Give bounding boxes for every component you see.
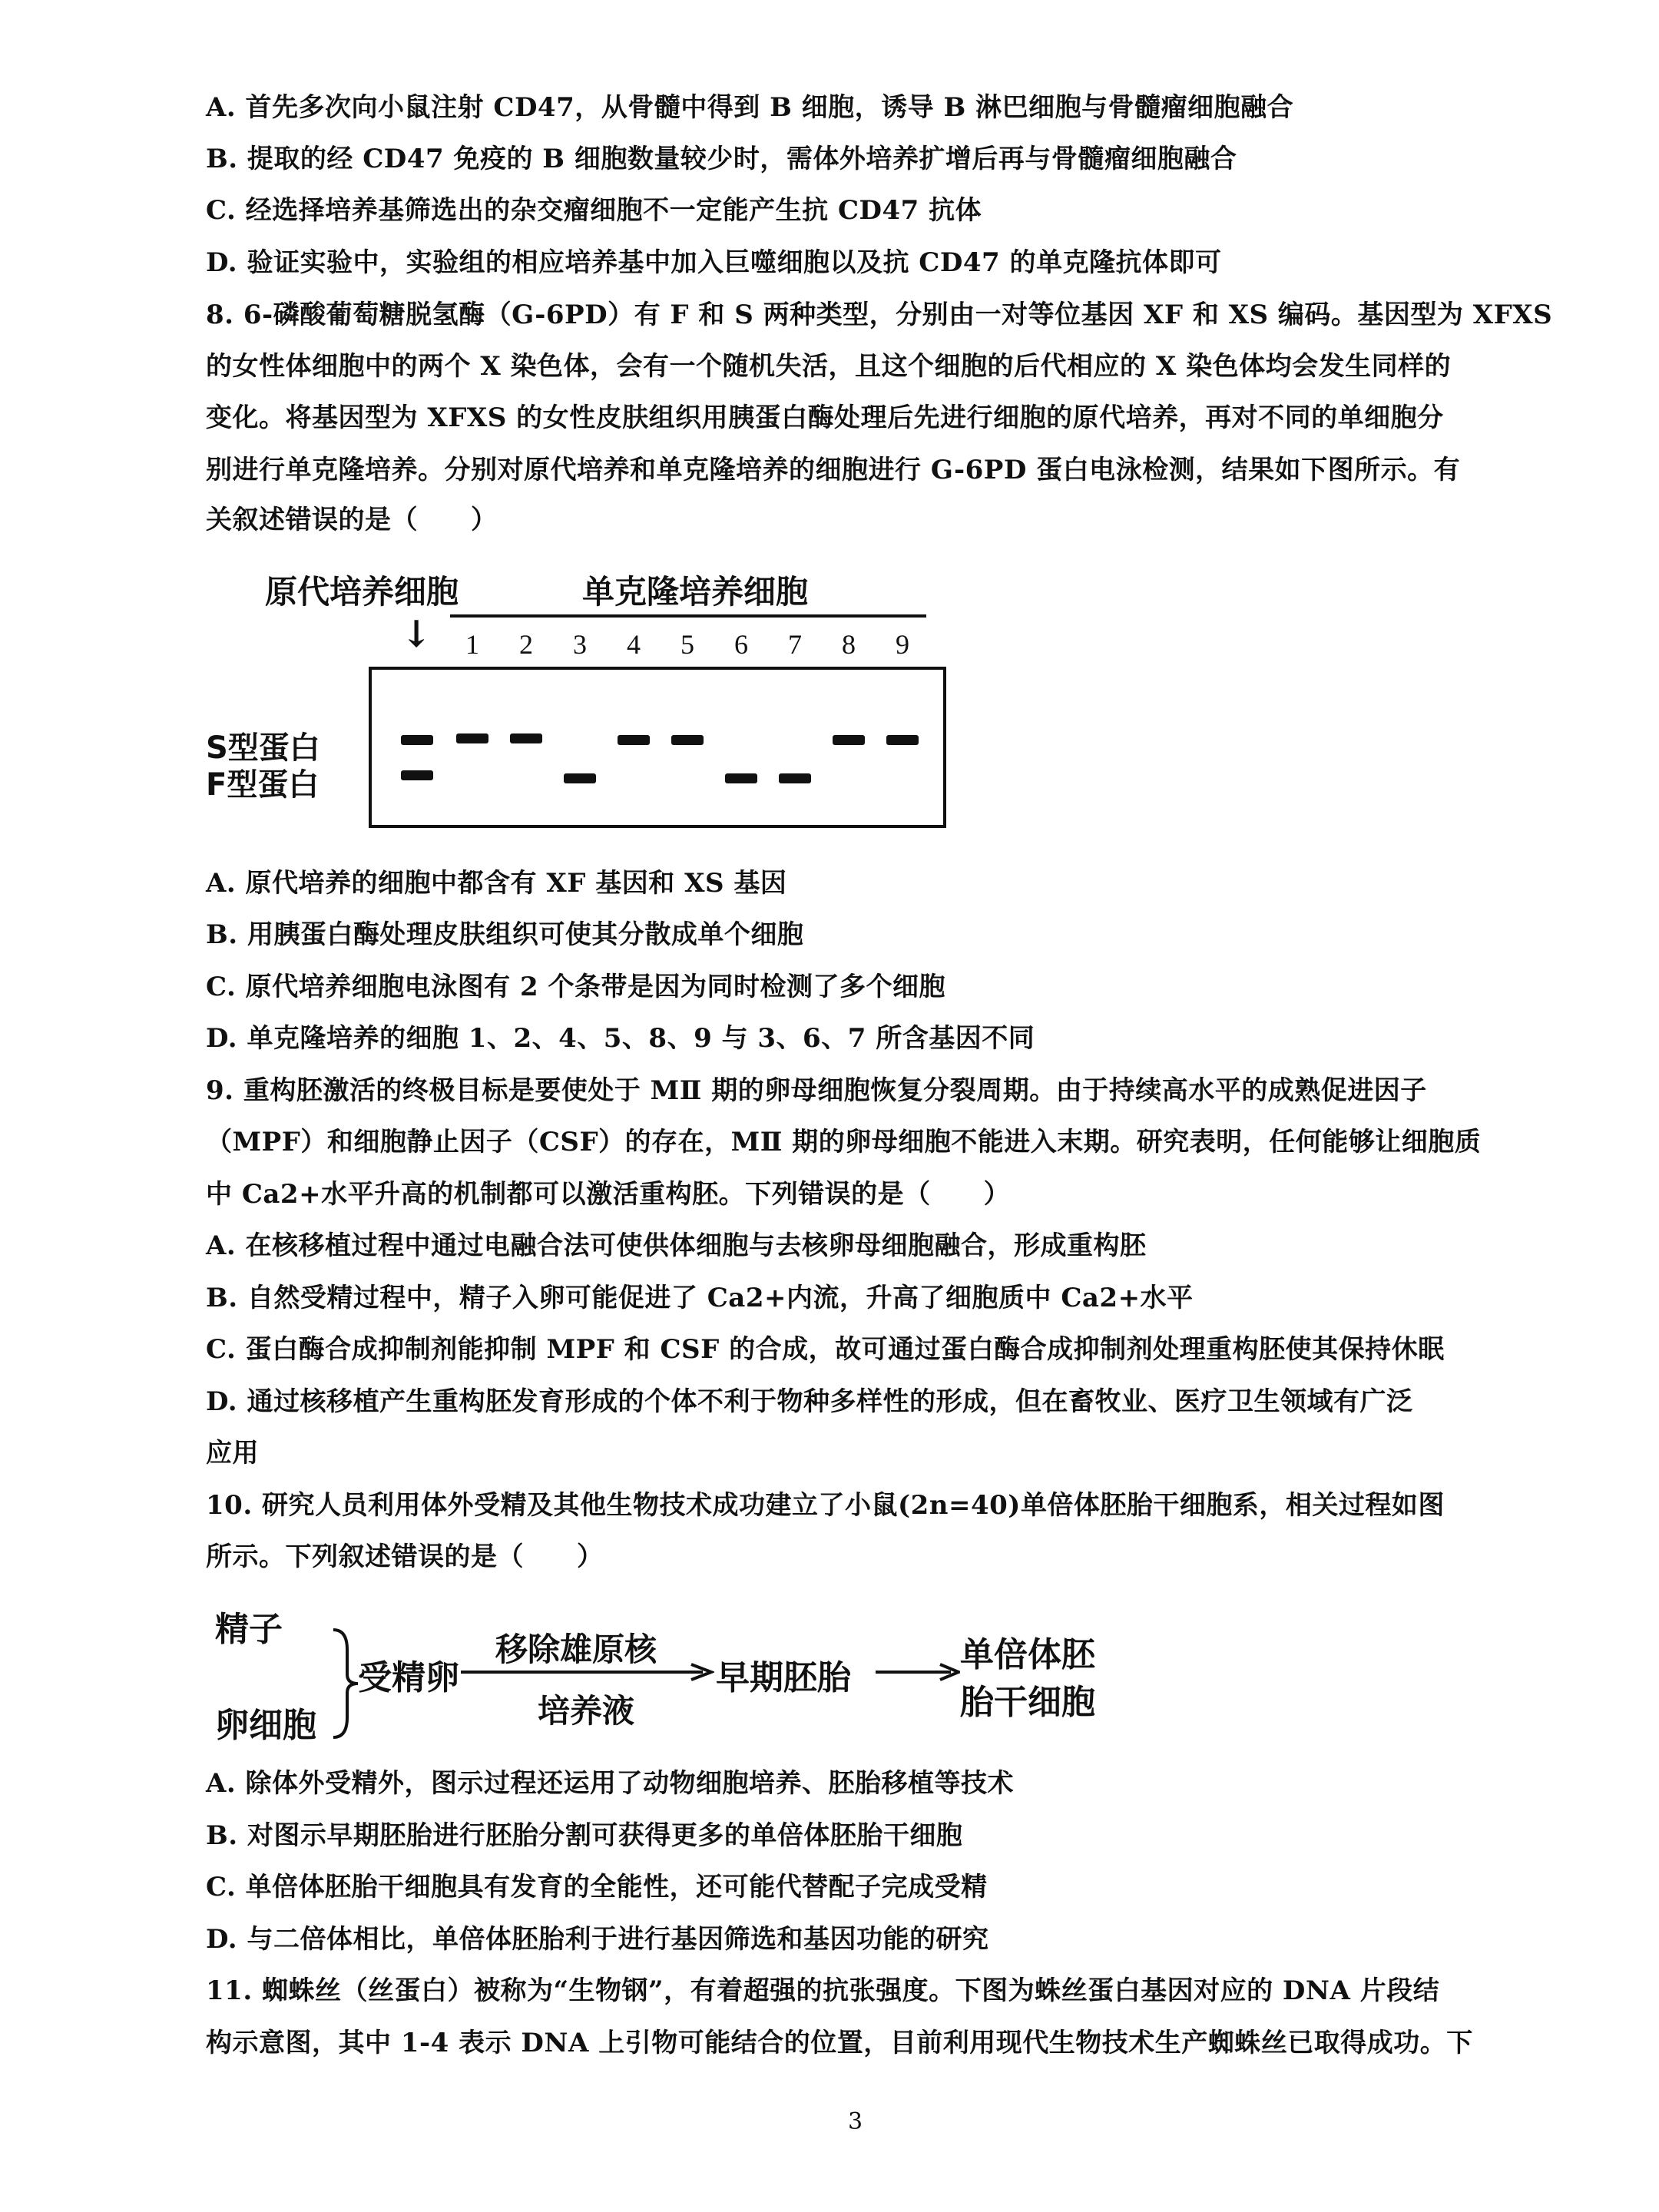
flow-step-remove-male-pronucleus: 移除雄原核	[495, 1631, 657, 1668]
q9-stem-line-3: 中 Ca2+水平升高的机制都可以激活重构胚。下列错误的是（ ）	[206, 1179, 1011, 1210]
band-primary-s	[401, 735, 433, 745]
q8-option-b: B. 用胰蛋白酶处理皮肤组织可使其分散成单个细胞	[206, 919, 804, 950]
q9-stem-line-2: （MPF）和细胞静止因子（CSF）的存在，MⅡ 期的卵母细胞不能进入末期。研究表明，任何能够让细胞质	[206, 1127, 1482, 1157]
q7-option-b: B. 提取的经 CD47 免疫的 B 细胞数量较少时，需体外培养扩增后再与骨髓瘤细胞融合	[206, 144, 1237, 174]
label-clonal-culture: 单克隆培养细胞	[582, 573, 809, 611]
flow-result-line-2: 胎干细胞	[960, 1683, 1095, 1722]
flow-step-culture-medium: 培养液	[538, 1692, 635, 1730]
flow-sperm: 精子	[215, 1610, 283, 1649]
flow-result-line-1: 单倍体胚	[960, 1635, 1095, 1674]
q8-option-c: C. 原代培养细胞电泳图有 2 个条带是因为同时检测了多个细胞	[206, 972, 945, 1002]
lane-number-5: 5	[680, 629, 694, 660]
row-label-s-protein: S型蛋白	[206, 730, 320, 766]
q7-option-a: A. 首先多次向小鼠注射 CD47，从骨髓中得到 B 细胞，诱导 B 淋巴细胞与骨髓瘤细胞融合	[206, 92, 1294, 123]
flow-early-embryo: 早期胚胎	[716, 1658, 851, 1697]
q7-option-d: D. 验证实验中，实验组的相应培养基中加入巨噬细胞以及抗 CD47 的单克隆抗体即可	[206, 247, 1222, 278]
lane-number-6: 6	[734, 629, 748, 660]
q9-stem-line-1: 9. 重构胚激活的终极目标是要使处于 MⅡ 期的卵母细胞恢复分裂周期。由于持续高水平的成熟促进因子	[206, 1075, 1427, 1106]
q7-option-c: C. 经选择培养基筛选出的杂交瘤细胞不一定能产生抗 CD47 抗体	[206, 195, 982, 226]
q10-option-b: B. 对图示早期胚胎进行胚胎分割可获得更多的单倍体胚胎干细胞	[206, 1820, 963, 1851]
lane-number-3: 3	[573, 629, 587, 660]
clonal-bracket-line	[450, 614, 926, 618]
band-lane-6-f	[725, 773, 757, 783]
flow-arrow-1	[461, 1661, 714, 1684]
q9-option-a: A. 在核移植过程中通过电融合法可使供体细胞与去核卵母细胞融合，形成重构胚	[206, 1230, 1147, 1261]
q9-option-b: B. 自然受精过程中，精子入卵可能促进了 Ca2+内流，升高了细胞质中 Ca2+水平	[206, 1283, 1194, 1313]
lane-number-7: 7	[788, 629, 802, 660]
lane-number-4: 4	[627, 629, 641, 660]
band-lane-2-s	[510, 733, 542, 743]
q8-stem-line-3: 变化。将基因型为 XFXS 的女性皮肤组织用胰蛋白酶处理后先进行细胞的原代培养，再对不同的单细胞分	[206, 402, 1444, 433]
lane-number-2: 2	[519, 629, 533, 660]
label-primary-culture: 原代培养细胞	[265, 573, 459, 611]
q8-option-d: D. 单克隆培养的细胞 1、2、4、5、8、9 与 3、6、7 所含基因不同	[206, 1023, 1035, 1054]
band-lane-8-s	[833, 735, 865, 745]
q11-stem-line-1: 11. 蜘蛛丝（丝蛋白）被称为“生物钢”，有着超强的抗张强度。下图为蛛丝蛋白基因对应的 DNA 片段结	[206, 1975, 1440, 2006]
q11-stem-line-2: 构示意图，其中 1-4 表示 DNA 上引物可能结合的位置，目前利用现代生物技术生产蜘蛛丝已取得成功。下	[206, 2028, 1473, 2058]
band-lane-1-s	[456, 733, 488, 743]
lane-number-8: 8	[842, 629, 856, 660]
band-lane-7-f	[779, 773, 811, 783]
row-label-f-protein: F型蛋白	[206, 767, 320, 803]
q10-option-c: C. 单倍体胚胎干细胞具有发育的全能性，还可能代替配子完成受精	[206, 1872, 988, 1902]
page-number: 3	[848, 2108, 863, 2135]
band-lane-9-s	[886, 735, 919, 745]
flow-zygote: 受精卵	[358, 1658, 459, 1697]
q8-stem-line-5: 关叙述错误的是（ ）	[206, 505, 498, 535]
q10-option-d: D. 与二倍体相比，单倍体胚胎利于进行基因筛选和基因功能的研究	[206, 1924, 989, 1955]
q9-option-d-line-1: D. 通过核移植产生重构胚发育形成的个体不利于物种多样性的形成，但在畜牧业、医疗卫生领域有广泛	[206, 1386, 1413, 1417]
q10-option-a: A. 除体外受精外，图示过程还运用了动物细胞培养、胚胎移植等技术	[206, 1768, 1015, 1799]
q8-option-a: A. 原代培养的细胞中都含有 XF 基因和 XS 基因	[206, 868, 787, 899]
gel-box	[369, 667, 946, 828]
band-lane-5-s	[671, 735, 704, 745]
q9-option-c: C. 蛋白酶合成抑制剂能抑制 MPF 和 CSF 的合成，故可通过蛋白酶合成抑制剂处理重构胚使其保持休眠	[206, 1334, 1445, 1365]
q9-option-d-line-2: 应用	[206, 1438, 259, 1469]
band-lane-4-s	[618, 735, 650, 745]
q8-stem-line-2: 的女性体细胞中的两个 X 染色体，会有一个随机失活，且这个细胞的后代相应的 X 染色体均会发生同样的	[206, 351, 1452, 382]
lane-number-9: 9	[896, 629, 909, 660]
flow-egg: 卵细胞	[215, 1706, 316, 1745]
flow-arrow-2	[876, 1661, 960, 1684]
primary-lane-arrow: ↓	[401, 613, 432, 656]
lane-number-1: 1	[465, 629, 479, 660]
band-lane-3-f	[564, 773, 596, 783]
q8-stem-line-4: 别进行单克隆培养。分别对原代培养和单克隆培养的细胞进行 G-6PD 蛋白电泳检测，结果如下图所示。有	[206, 455, 1461, 485]
flow-brace	[330, 1627, 361, 1740]
band-primary-f	[401, 770, 433, 780]
q10-stem-line-2: 所示。下列叙述错误的是（ ）	[206, 1541, 604, 1572]
q10-stem-line-1: 10. 研究人员利用体外受精及其他生物技术成功建立了小鼠(2n=40)单倍体胚胎干细胞系，相关过程如图	[206, 1490, 1445, 1521]
q8-stem-line-1: 8. 6-磷酸葡萄糖脱氢酶（G-6PD）有 F 和 S 两种类型，分别由一对等位基因 XF 和 XS 编码。基因型为 XFXS	[206, 300, 1553, 330]
